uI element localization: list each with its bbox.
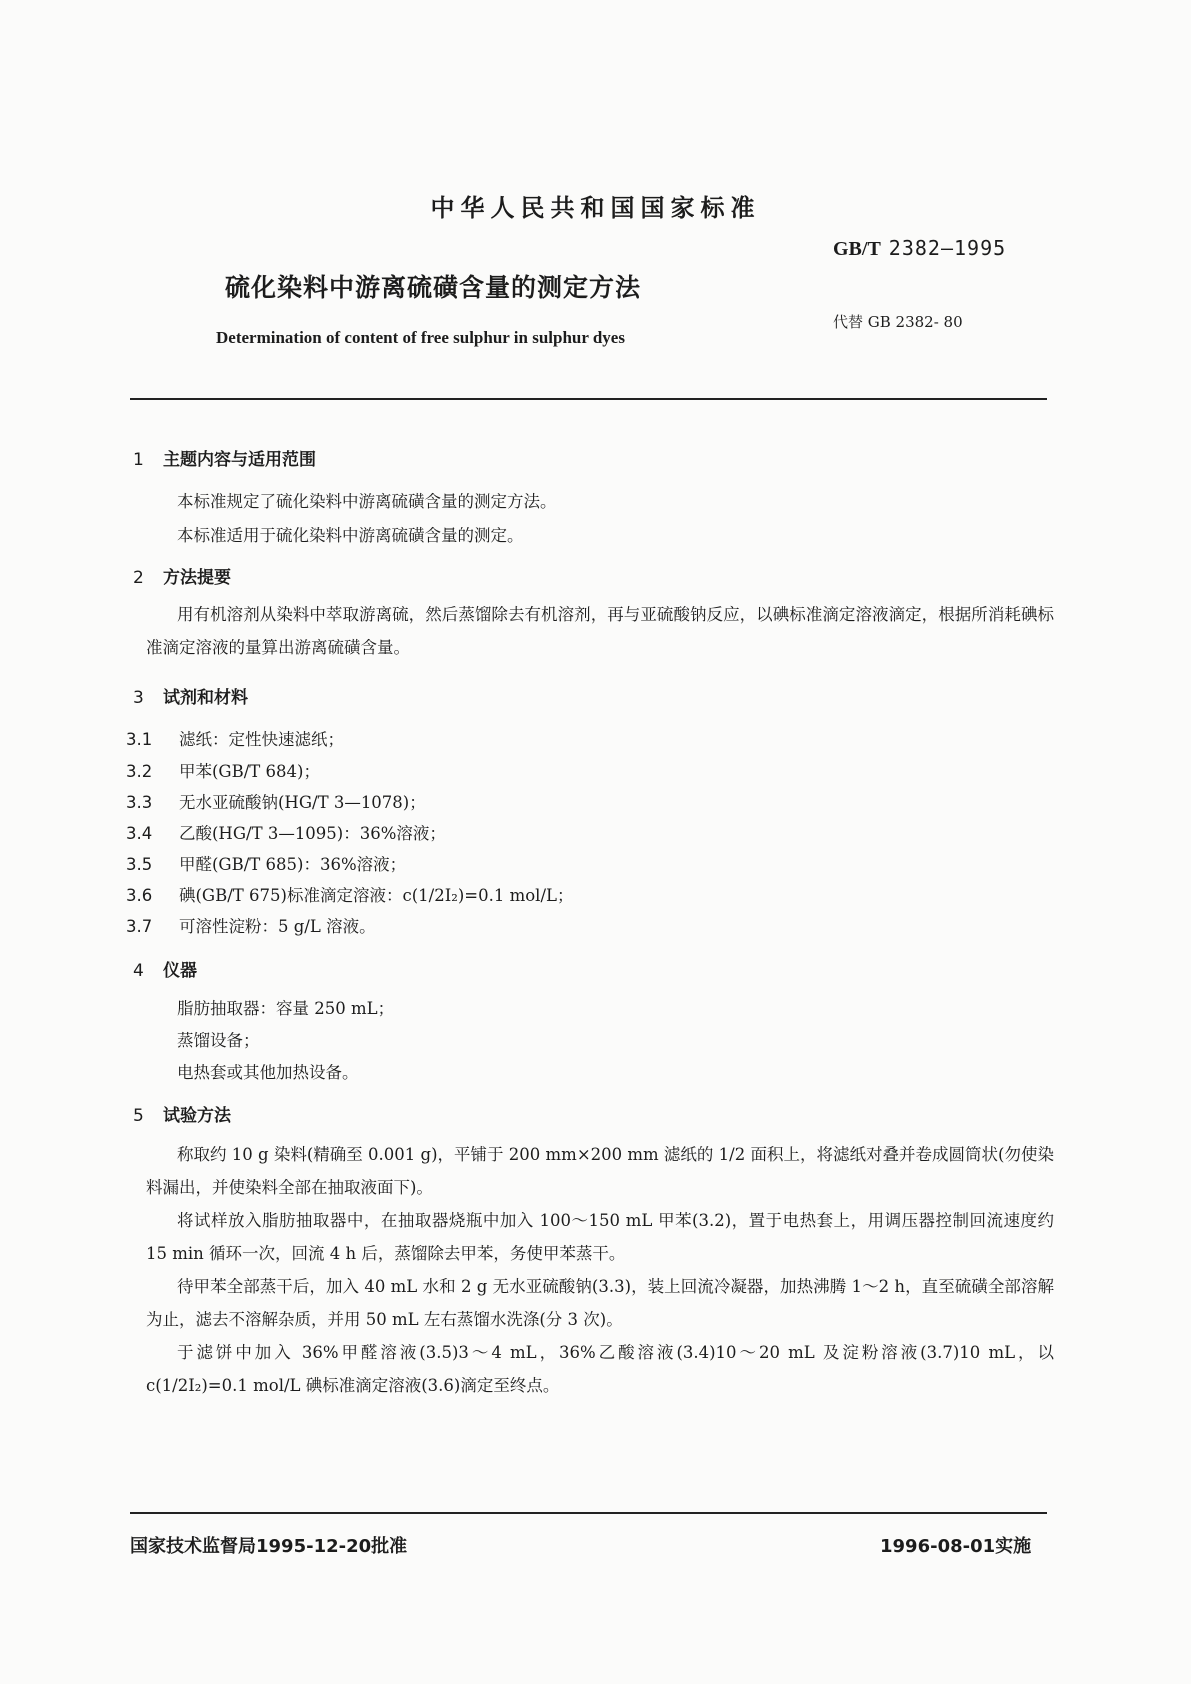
section-1-para-1: 本标准规定了硫化染料中游离硫磺含量的测定方法。 [177,492,557,511]
reagent-text: 无水亚硫酸钠(HG/T 3—1078)； [179,793,426,812]
reagent-number: 3.5 [126,855,153,874]
reagent-text: 可溶性淀粉：5 g/L 溶液。 [179,917,376,936]
national-standard-heading: 中华人民共和国国家标准 [430,194,761,222]
method-para-2: 将试样放入脂肪抽取器中，在抽取器烧瓶中加入 100～150 mL 甲苯(3.2)，置于电热套上，用调压器控制回流速度约 15 min 循环一次，回流 4 h 后，蒸馏除去甲苯，务使甲苯蒸干。 [146,1211,1054,1263]
reagent-item [126,820,446,844]
standard-prefix: GB/T [833,238,881,260]
section-5-heading [133,1101,231,1126]
reagent-number: 3.7 [126,917,153,936]
section-2-title: 方法提要 [163,568,231,588]
section-1-para-2: 本标准适用于硫化染料中游离硫磺含量的测定。 [177,526,524,545]
section-5-title: 试验方法 [163,1106,231,1126]
section-4-number: 4 [133,961,144,981]
reagent-number: 3.3 [126,793,153,812]
reagent-number: 3.2 [126,762,153,781]
section-2-text: 用有机溶剂从染料中萃取游离硫，然后蒸馏除去有机溶剂，再与亚硫酸钠反应，以碘标准滴定溶液滴定，根据所消耗碘标准滴定溶液的量算出游离硫磺含量。 [146,605,1054,657]
section-1-number: 1 [133,450,144,470]
reagent-text: 滤纸：定性快速滤纸； [179,730,344,749]
method-para-3: 待甲苯全部蒸干后，加入 40 mL 水和 2 g 无水亚硫酸钠(3.3)，装上回流冷凝器，加热沸腾 1～2 h，直至硫磺全部溶解为止，滤去不溶解杂质，并用 50 mL 左右蒸馏水洗涤(分 3 次)。 [146,1277,1054,1329]
effective-date: 1996-08-01实施 [880,1536,1032,1557]
section-1-heading [133,445,316,470]
section-4-title: 仪器 [163,961,197,981]
apparatus-item: 蒸馏设备； [177,1031,260,1050]
section-2-number: 2 [133,568,144,588]
standard-number [833,236,1006,261]
section-5-number: 5 [133,1106,144,1126]
reagent-number: 3.6 [126,886,153,905]
reagent-item [126,851,406,875]
replaces-note: 代替 GB 2382- 80 [833,313,963,331]
footer-rule [130,1512,1047,1514]
reagent-item [126,882,573,906]
reagent-item [126,789,426,813]
section-2-heading [133,563,231,588]
document-title-en: Determination of content of free sulphur in sulphur dyes [216,328,625,347]
section-4-heading [133,956,197,981]
section-3-number: 3 [133,688,144,708]
reagent-text: 甲苯(GB/T 684)； [179,762,320,781]
reagent-text: 甲醛(GB/T 685)：36%溶液； [179,855,407,874]
approval-note: 国家技术监督局1995-12-20批准 [130,1536,408,1557]
reagent-text: 乙酸(HG/T 3—1095)：36%溶液； [179,824,446,843]
reagent-item [126,726,344,750]
reagent-item [126,913,376,937]
section-3-title: 试剂和材料 [163,688,248,708]
reagent-number: 3.4 [126,824,153,843]
apparatus-item: 脂肪抽取器：容量 250 mL； [177,999,395,1018]
reagent-item [126,758,320,782]
reagent-text: 碘(GB/T 675)标准滴定溶液：c(1/2I₂)=0.1 mol/L； [179,886,574,905]
apparatus-item: 电热套或其他加热设备。 [177,1063,359,1082]
section-1-title: 主题内容与适用范围 [163,450,316,470]
method-para-1: 称取约 10 g 染料(精确至 0.001 g)，平铺于 200 mm×200 mm 滤纸的 1/2 面积上，将滤纸对叠并卷成圆筒状(勿使染料漏出，并使染料全部在抽取液面下)。 [146,1145,1054,1197]
header-rule [130,398,1047,400]
standard-number-value: 2382—1995 [888,236,1007,260]
reagent-number: 3.1 [126,730,153,749]
document-title-cn: 硫化染料中游离硫磺含量的测定方法 [225,273,642,302]
section-3-heading [133,683,248,708]
method-para-4: 于滤饼中加入 36%甲醛溶液(3.5)3～4 mL，36%乙酸溶液(3.4)10～20 mL 及淀粉溶液(3.7)10 mL，以 c(1/2I₂)=0.1 mol/L 碘标准滴定溶液(3.6)滴定至终点。 [146,1343,1054,1395]
